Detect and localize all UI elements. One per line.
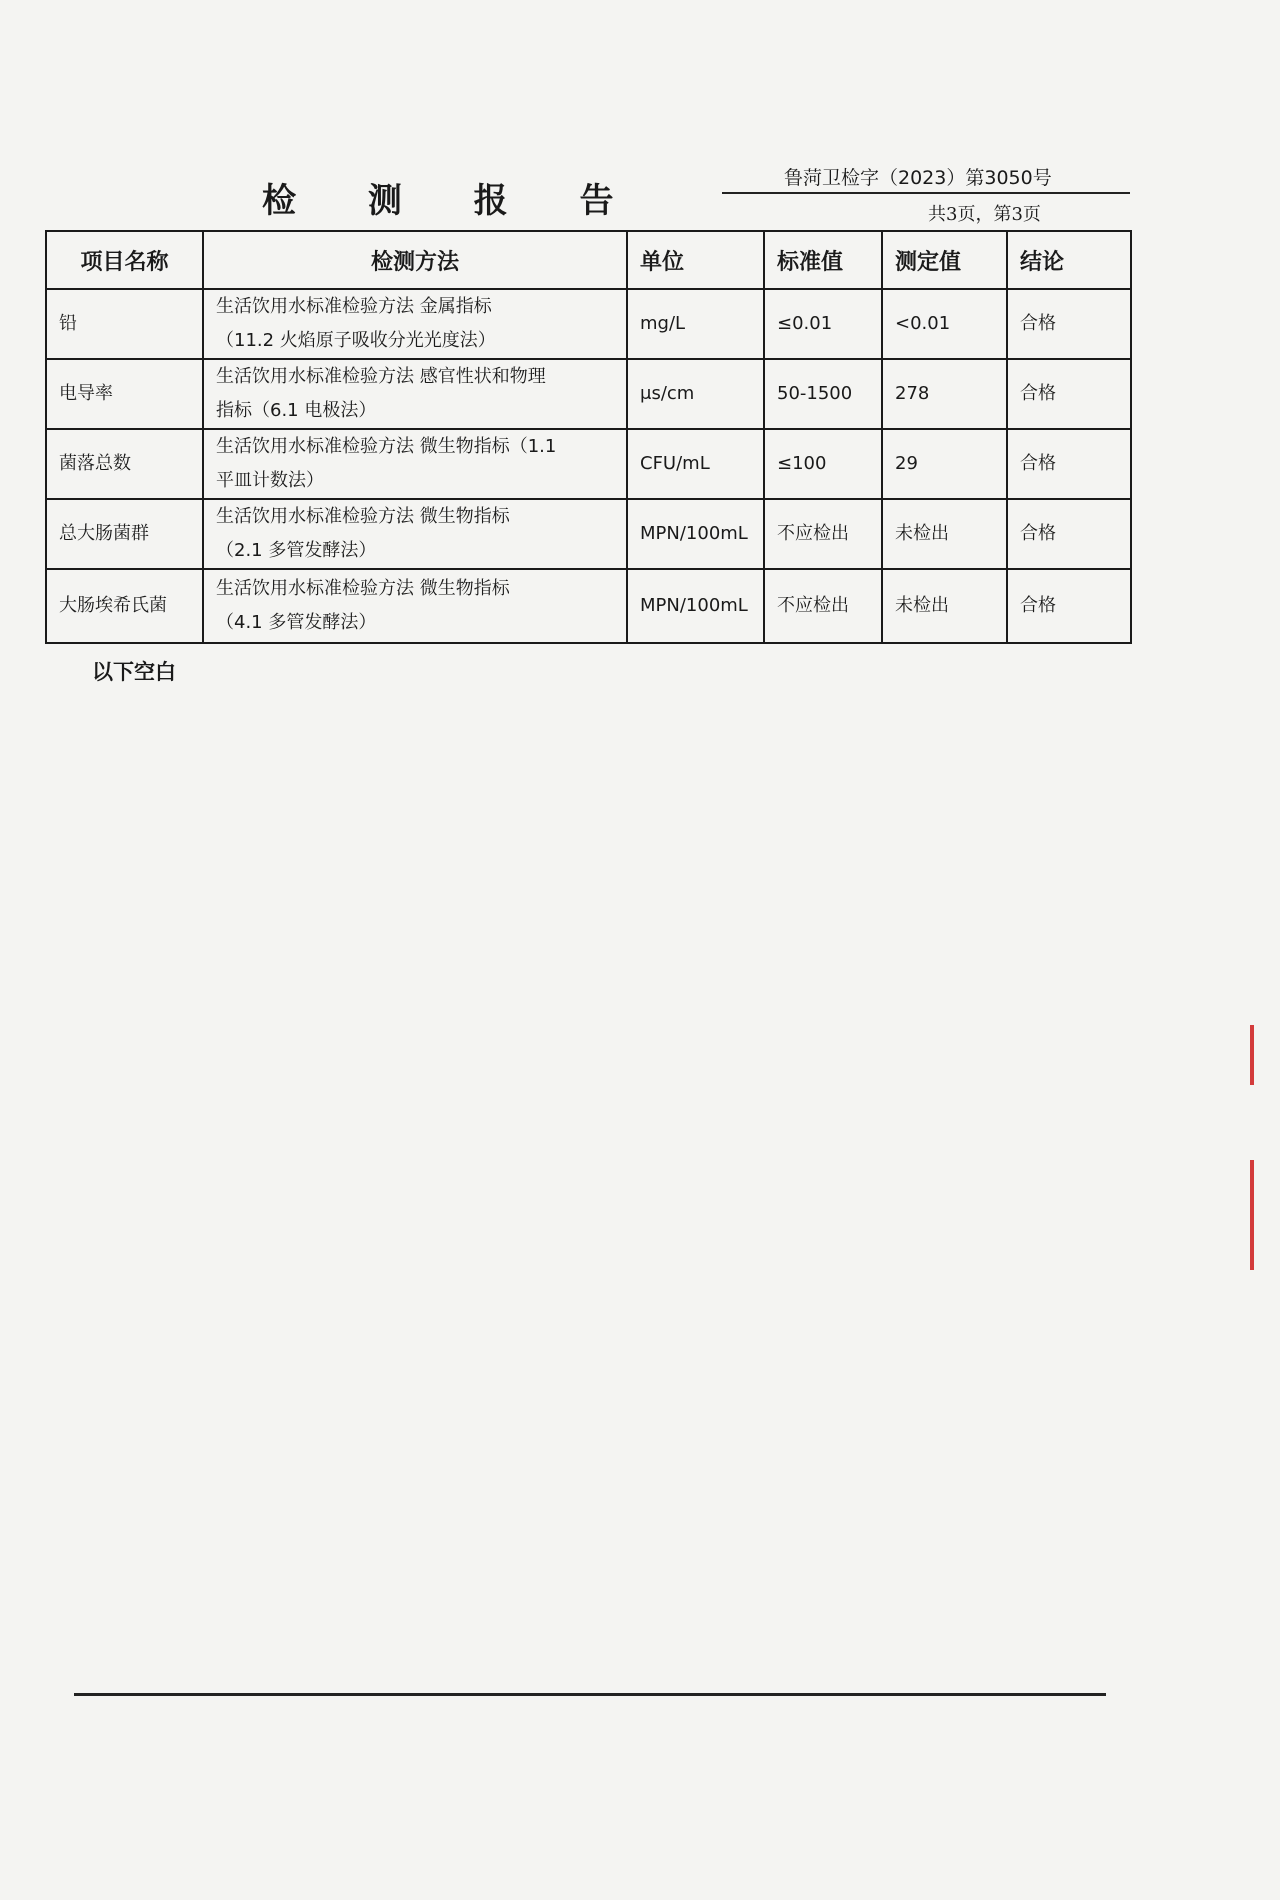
measured-value: 未检出 bbox=[882, 569, 1007, 643]
column-header-method: 检测方法 bbox=[203, 231, 627, 289]
item-name: 菌落总数 bbox=[46, 429, 203, 499]
test-method-line: 平皿计数法） bbox=[216, 470, 324, 491]
measured-value: 278 bbox=[882, 359, 1007, 429]
unit: CFU/mL bbox=[627, 429, 764, 499]
measured-value: 29 bbox=[882, 429, 1007, 499]
measured-value: 未检出 bbox=[882, 499, 1007, 569]
seal-stamp-fragment bbox=[1250, 1160, 1280, 1270]
conclusion: 合格 bbox=[1007, 499, 1131, 569]
standard-value: 不应检出 bbox=[764, 499, 882, 569]
test-method bbox=[203, 569, 627, 643]
test-method bbox=[203, 499, 627, 569]
column-header-item: 项目名称 bbox=[46, 231, 203, 289]
test-method bbox=[203, 359, 627, 429]
test-method-line: （2.1 多管发酵法） bbox=[216, 540, 377, 561]
item-name: 总大肠菌群 bbox=[46, 499, 203, 569]
unit: MPN/100mL bbox=[627, 499, 764, 569]
report-number-underline bbox=[722, 192, 1130, 194]
column-header-standard: 标准值 bbox=[764, 231, 882, 289]
test-method bbox=[203, 289, 627, 359]
table-row bbox=[46, 499, 1131, 569]
standard-value: ≤0.01 bbox=[764, 289, 882, 359]
table-row bbox=[46, 289, 1131, 359]
conclusion: 合格 bbox=[1007, 359, 1131, 429]
standard-value: ≤100 bbox=[764, 429, 882, 499]
item-name: 铅 bbox=[46, 289, 203, 359]
seal-stamp-fragment bbox=[1250, 1025, 1280, 1085]
test-method-line: （11.2 火焰原子吸收分光光度法） bbox=[216, 330, 496, 351]
footer-rule bbox=[74, 1693, 1106, 1696]
table-header-row bbox=[46, 231, 1131, 289]
table-row bbox=[46, 359, 1131, 429]
test-method-line: 生活饮用水标准检验方法 金属指标 bbox=[216, 296, 492, 317]
table-row bbox=[46, 429, 1131, 499]
report-title: 检 测 报 告 bbox=[262, 181, 644, 221]
column-header-conclusion: 结论 bbox=[1007, 231, 1131, 289]
unit: mg/L bbox=[627, 289, 764, 359]
test-method-line: 生活饮用水标准检验方法 感官性状和物理 bbox=[216, 366, 546, 387]
test-method-line: 生活饮用水标准检验方法 微生物指标 bbox=[216, 506, 510, 527]
unit: MPN/100mL bbox=[627, 569, 764, 643]
test-method-line: （4.1 多管发酵法） bbox=[216, 612, 377, 633]
conclusion: 合格 bbox=[1007, 429, 1131, 499]
standard-value: 50-1500 bbox=[764, 359, 882, 429]
column-header-unit: 单位 bbox=[627, 231, 764, 289]
page-info: 共3页，第3页 bbox=[928, 204, 1041, 225]
test-method-line: 生活饮用水标准检验方法 微生物指标 bbox=[216, 578, 510, 599]
unit: μs/cm bbox=[627, 359, 764, 429]
standard-value: 不应检出 bbox=[764, 569, 882, 643]
column-header-measured: 测定值 bbox=[882, 231, 1007, 289]
item-name: 电导率 bbox=[46, 359, 203, 429]
test-method-line: 生活饮用水标准检验方法 微生物指标（1.1 bbox=[216, 436, 557, 457]
blank-below-note: 以下空白 bbox=[92, 660, 176, 684]
test-method-line: 指标（6.1 电极法） bbox=[216, 400, 377, 421]
report-number: 鲁菏卫检字（2023）第3050号 bbox=[784, 167, 1052, 189]
results-table bbox=[45, 230, 1132, 644]
item-name: 大肠埃希氏菌 bbox=[46, 569, 203, 643]
test-method bbox=[203, 429, 627, 499]
table-row bbox=[46, 569, 1131, 643]
conclusion: 合格 bbox=[1007, 289, 1131, 359]
measured-value: <0.01 bbox=[882, 289, 1007, 359]
conclusion: 合格 bbox=[1007, 569, 1131, 643]
